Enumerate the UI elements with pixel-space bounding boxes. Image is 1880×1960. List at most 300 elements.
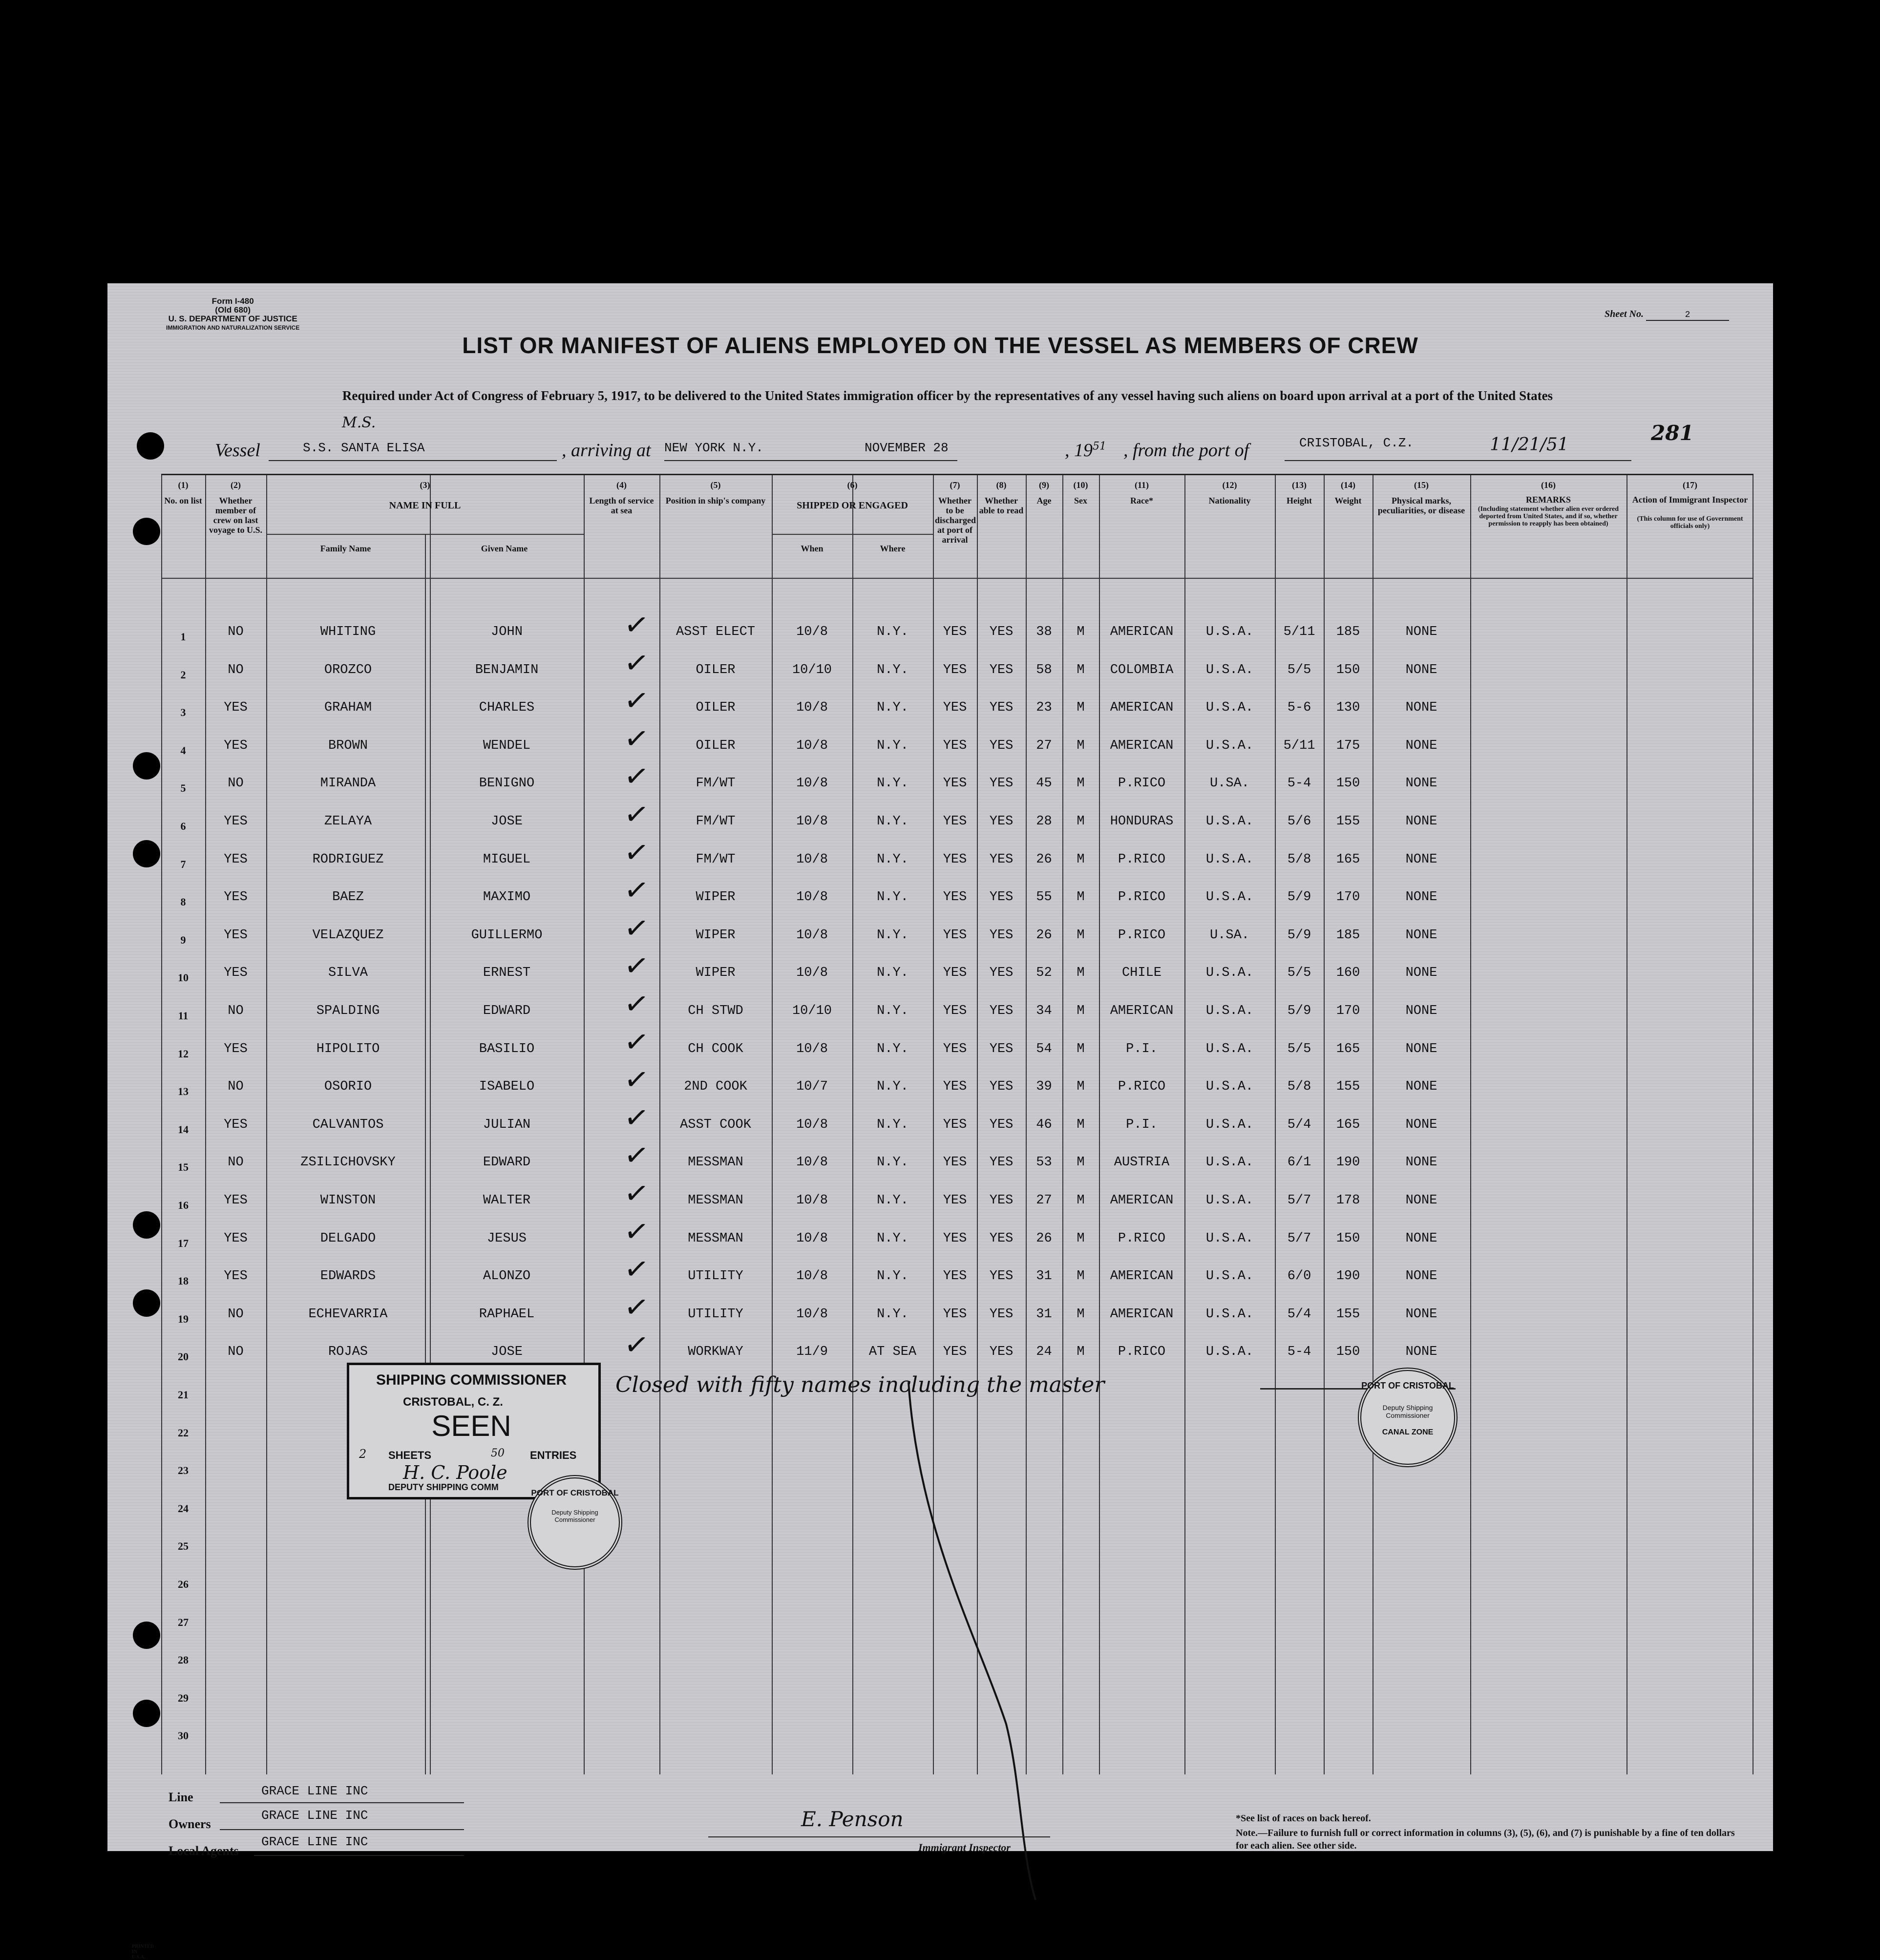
column-number: (9) xyxy=(1039,480,1049,490)
cell-marks: NONE xyxy=(1405,1155,1437,1170)
cell-given: ERNEST xyxy=(483,966,531,981)
cell-family: ZELAYA xyxy=(324,814,372,829)
cell-sex: M xyxy=(1077,1155,1085,1170)
column-number: (5) xyxy=(710,480,721,490)
row-number: 28 xyxy=(178,1654,189,1666)
column-number: (13) xyxy=(1292,480,1307,490)
cell-given: EDWARD xyxy=(483,1004,531,1018)
cell-read: YES xyxy=(989,700,1014,716)
cell-read: YES xyxy=(989,1004,1014,1018)
cell-sex: M xyxy=(1077,1117,1085,1132)
cell-discharge: YES xyxy=(943,966,967,981)
cell-discharge: YES xyxy=(943,1193,967,1208)
cell-weight: 150 xyxy=(1336,776,1360,791)
table-row xyxy=(161,1099,1753,1153)
cell-weight: 155 xyxy=(1336,1307,1360,1322)
header-rule xyxy=(161,578,1753,579)
cell-family: ROJAS xyxy=(328,1345,368,1360)
cell-weight: 190 xyxy=(1336,1155,1360,1170)
cell-marks: NONE xyxy=(1405,1117,1437,1132)
cell-weight: 150 xyxy=(1336,1231,1360,1246)
cell-age: 54 xyxy=(1036,1041,1052,1056)
cell-when: 10/8 xyxy=(796,1193,828,1208)
cell-read: YES xyxy=(989,1269,1014,1284)
cell-height: 5/11 xyxy=(1283,625,1315,639)
cell-nationality: U.S.A. xyxy=(1205,1231,1254,1246)
cell-age: 58 xyxy=(1036,662,1052,677)
stamp-entries-count: 50 xyxy=(491,1447,505,1459)
cell-marks: NONE xyxy=(1405,776,1437,791)
service-checkmark: ✓ xyxy=(622,1137,651,1175)
table-row xyxy=(161,834,1753,887)
cell-last: NO xyxy=(228,1004,244,1018)
cell-family: MIRANDA xyxy=(320,776,376,791)
cell-when: 10/10 xyxy=(792,1004,832,1018)
row-number: 18 xyxy=(178,1275,189,1287)
cell-when: 10/8 xyxy=(796,1041,828,1056)
service-checkmark: ✓ xyxy=(622,1288,651,1326)
department-name: U. S. DEPARTMENT OF JUSTICE xyxy=(168,314,297,323)
cell-weight: 165 xyxy=(1336,1041,1360,1056)
owners-value: GRACE LINE INC xyxy=(261,1808,368,1823)
cell-where: N.Y. xyxy=(877,890,908,905)
cell-where: N.Y. xyxy=(877,966,908,981)
service-checkmark: ✓ xyxy=(622,606,651,644)
cell-last: YES xyxy=(224,1041,248,1056)
cell-when: 10/8 xyxy=(796,625,828,639)
column-header-note: (This column for use of Government officials only) xyxy=(1637,515,1743,530)
cell-nationality: U.S.A. xyxy=(1205,1307,1254,1322)
cell-weight: 170 xyxy=(1336,890,1360,905)
cell-when: 10/8 xyxy=(796,890,828,905)
punch-hole xyxy=(133,840,160,867)
column-number: (2) xyxy=(231,480,241,490)
table-row xyxy=(161,1061,1753,1115)
punch-hole xyxy=(133,1622,160,1649)
cell-marks: NONE xyxy=(1405,966,1437,981)
cell-nationality: U.S.A. xyxy=(1205,1041,1254,1056)
row-number: 9 xyxy=(180,933,186,946)
cell-weight: 185 xyxy=(1336,625,1360,639)
cell-where: N.Y. xyxy=(877,1231,908,1246)
cell-discharge: YES xyxy=(943,1345,967,1360)
cell-age: 26 xyxy=(1036,1231,1052,1246)
stamp-footer: DEPUTY SHIPPING COMM xyxy=(388,1482,499,1492)
cell-family: RODRIGUEZ xyxy=(312,852,384,867)
cell-family: BROWN xyxy=(328,738,368,753)
from-port-label: , from the port of xyxy=(1123,440,1249,461)
cell-marks: NONE xyxy=(1405,852,1437,867)
cell-where: N.Y. xyxy=(877,1041,908,1056)
table-row xyxy=(161,682,1753,736)
cell-sex: M xyxy=(1077,1004,1085,1018)
cell-last: YES xyxy=(224,1117,248,1132)
row-number: 26 xyxy=(178,1578,189,1590)
cell-height: 5/5 xyxy=(1287,662,1311,677)
column-header: SHIPPED OR ENGAGED xyxy=(797,500,908,511)
cell-marks: NONE xyxy=(1405,1269,1437,1284)
cell-age: 27 xyxy=(1036,1193,1052,1208)
cell-age: 27 xyxy=(1036,738,1052,753)
row-number: 24 xyxy=(178,1502,189,1515)
stamp-sheets-label: SHEETS xyxy=(388,1449,432,1461)
line-label: Line xyxy=(169,1790,193,1804)
agents-value: GRACE LINE INC xyxy=(261,1834,368,1849)
cell-position: CH COOK xyxy=(688,1041,743,1056)
cell-discharge: YES xyxy=(943,927,967,943)
cell-family: WINSTON xyxy=(320,1193,376,1208)
cell-sex: M xyxy=(1077,890,1085,905)
cell-when: 10/7 xyxy=(796,1079,828,1095)
stamp-seen: SEEN xyxy=(431,1410,511,1442)
cell-nationality: U.S.A. xyxy=(1205,1345,1254,1360)
cell-family: GRAHAM xyxy=(324,700,372,716)
cell-height: 5-4 xyxy=(1287,1345,1311,1360)
cell-given: BENIGNO xyxy=(479,776,535,791)
cell-sex: M xyxy=(1077,662,1085,677)
cell-family: ZSILICHOVSKY xyxy=(300,1155,396,1170)
cell-weight: 170 xyxy=(1336,1004,1360,1018)
cell-race: P.I. xyxy=(1126,1041,1158,1056)
cell-nationality: U.S.A. xyxy=(1205,625,1254,639)
column-header: Nationality xyxy=(1208,496,1251,506)
cell-height: 5/8 xyxy=(1287,1079,1311,1095)
cell-discharge: YES xyxy=(943,1231,967,1246)
seal-outer-text: PORT OF CRISTOBAL xyxy=(531,1488,619,1497)
cell-race: P.RICO xyxy=(1118,852,1166,867)
cell-weight: 160 xyxy=(1336,966,1360,981)
service-name: IMMIGRATION AND NATURALIZATION SERVICE xyxy=(166,324,300,331)
row-number: 21 xyxy=(178,1389,189,1401)
from-port: CRISTOBAL, C.Z. xyxy=(1299,436,1414,450)
cell-read: YES xyxy=(989,1117,1014,1132)
cell-read: YES xyxy=(989,738,1014,753)
cell-position: FM/WT xyxy=(696,852,736,867)
cell-race: AUSTRIA xyxy=(1114,1155,1170,1170)
line-value: GRACE LINE INC xyxy=(261,1784,368,1798)
column-header: No. on list xyxy=(164,496,202,506)
cell-marks: NONE xyxy=(1405,1307,1437,1322)
table-row xyxy=(161,796,1753,849)
table-row xyxy=(161,1288,1753,1342)
table-row xyxy=(161,1137,1753,1190)
cell-age: 24 xyxy=(1036,1345,1052,1360)
cell-height: 5-6 xyxy=(1287,700,1311,716)
cell-race: COLOMBIA xyxy=(1110,662,1174,677)
cell-read: YES xyxy=(989,1079,1014,1095)
row-number: 7 xyxy=(180,858,186,870)
vessel-correction: M.S. xyxy=(342,414,376,431)
cell-discharge: YES xyxy=(943,1155,967,1170)
cell-marks: NONE xyxy=(1405,625,1437,639)
cell-marks: NONE xyxy=(1405,1345,1437,1360)
sheet-number-value: 2 xyxy=(1646,310,1729,321)
cell-when: 10/8 xyxy=(796,1117,828,1132)
port-seal xyxy=(1358,1368,1458,1467)
cell-where: N.Y. xyxy=(877,700,908,716)
cell-given: CHARLES xyxy=(479,700,535,716)
cell-position: MESSMAN xyxy=(688,1231,743,1246)
cell-last: YES xyxy=(224,1269,248,1284)
cell-sex: M xyxy=(1077,927,1085,943)
cell-when: 10/8 xyxy=(796,1231,828,1246)
cell-age: 28 xyxy=(1036,814,1052,829)
cell-marks: NONE xyxy=(1405,1231,1437,1246)
cell-position: 2ND COOK xyxy=(684,1079,747,1095)
printer-mark: PRINTED IN U.S.A. xyxy=(132,1944,154,1960)
page-number-stamp: 281 xyxy=(1651,421,1694,445)
cell-nationality: U.S.A. xyxy=(1205,1269,1254,1284)
row-number: 25 xyxy=(178,1540,189,1553)
cell-race: CHILE xyxy=(1121,966,1162,981)
cell-read: YES xyxy=(989,662,1014,677)
service-checkmark: ✓ xyxy=(622,1251,651,1288)
cell-position: OILER xyxy=(696,662,736,677)
cell-position: FM/WT xyxy=(696,814,736,829)
page-title: LIST OR MANIFEST OF ALIENS EMPLOYED ON THE VESSEL AS MEMBERS OF CREW xyxy=(462,333,1418,358)
service-checkmark: ✓ xyxy=(622,796,651,834)
cell-height: 5/9 xyxy=(1287,1004,1311,1018)
cell-sex: M xyxy=(1077,625,1085,639)
cell-last: NO xyxy=(228,1345,244,1360)
year-prefix: , $19^{51}$ xyxy=(1065,440,1106,461)
cell-last: YES xyxy=(224,814,248,829)
stamp-signature: H. C. Poole xyxy=(403,1462,507,1483)
service-checkmark: ✓ xyxy=(622,834,651,871)
cell-race: P.I. xyxy=(1126,1117,1158,1132)
service-checkmark: ✓ xyxy=(622,758,651,796)
row-number: 10 xyxy=(178,971,189,984)
cell-weight: 190 xyxy=(1336,1269,1360,1284)
cell-marks: NONE xyxy=(1405,662,1437,677)
row-number: 19 xyxy=(178,1312,189,1325)
cell-given: WENDEL xyxy=(483,738,531,753)
cell-read: YES xyxy=(989,890,1014,905)
row-number: 1 xyxy=(180,631,186,643)
cell-last: YES xyxy=(224,738,248,753)
cell-nationality: U.S.A. xyxy=(1205,966,1254,981)
row-number: 4 xyxy=(180,744,186,757)
cell-discharge: YES xyxy=(943,700,967,716)
row-number: 6 xyxy=(180,820,186,832)
cell-sex: M xyxy=(1077,776,1085,791)
column-number: (15) xyxy=(1414,480,1429,490)
cell-race: AMERICAN xyxy=(1110,1004,1174,1018)
cell-height: 5/7 xyxy=(1287,1193,1311,1208)
cell-when: 10/8 xyxy=(796,1269,828,1284)
service-checkmark: ✓ xyxy=(622,909,651,947)
cell-read: YES xyxy=(989,1345,1014,1360)
service-checkmark: ✓ xyxy=(622,1099,651,1137)
cell-age: 53 xyxy=(1036,1155,1052,1170)
cell-age: 31 xyxy=(1036,1307,1052,1322)
row-number: 15 xyxy=(178,1161,189,1174)
penalty-note: Note.—Failure to furnish full or correct information in columns (3), (5), (6), and (7) is punishable by a fine of ten dollars for each alien. See other side. xyxy=(1236,1828,1735,1851)
cell-race: AMERICAN xyxy=(1110,738,1174,753)
cell-discharge: YES xyxy=(943,1269,967,1284)
cell-when: 10/8 xyxy=(796,776,828,791)
punch-hole xyxy=(133,518,160,545)
table-row xyxy=(161,948,1753,1001)
cell-height: 5/7 xyxy=(1287,1231,1311,1246)
cell-marks: NONE xyxy=(1405,738,1437,753)
cell-position: OILER xyxy=(696,738,736,753)
cell-weight: 130 xyxy=(1336,700,1360,716)
seal-bottom-text: CANAL ZONE xyxy=(1382,1428,1434,1436)
stamp-sheets-count: 2 xyxy=(359,1447,367,1461)
cell-given: BENJAMIN xyxy=(475,662,539,677)
cell-when: 10/8 xyxy=(796,1307,828,1322)
column-header: Weight xyxy=(1334,496,1362,506)
cell-read: YES xyxy=(989,1307,1014,1322)
owners-label: Owners xyxy=(169,1817,211,1831)
cell-sex: M xyxy=(1077,1307,1085,1322)
cell-nationality: U.S.A. xyxy=(1205,662,1254,677)
cell-last: NO xyxy=(228,625,244,639)
cell-where: N.Y. xyxy=(877,1307,908,1322)
cell-position: FM/WT xyxy=(696,776,736,791)
arriving-label: , arriving at xyxy=(562,440,651,461)
row-number: 14 xyxy=(178,1123,189,1136)
column-header: Length of service at sea xyxy=(589,496,654,515)
cell-read: YES xyxy=(989,776,1014,791)
cell-where: AT SEA xyxy=(868,1345,917,1360)
cell-sex: M xyxy=(1077,852,1085,867)
table-row xyxy=(161,758,1753,811)
cell-age: 23 xyxy=(1036,700,1052,716)
cell-race: AMERICAN xyxy=(1110,625,1174,639)
cell-last: YES xyxy=(224,927,248,943)
column-header: Position in ship's company xyxy=(665,496,766,506)
cell-family: WHITING xyxy=(320,625,376,639)
cell-marks: NONE xyxy=(1405,1041,1437,1056)
cell-nationality: U.S.A. xyxy=(1205,814,1254,829)
table-row xyxy=(161,644,1753,698)
cell-where: N.Y. xyxy=(877,1269,908,1284)
cell-marks: NONE xyxy=(1405,814,1437,829)
cell-race: P.RICO xyxy=(1118,927,1166,943)
cell-when: 11/9 xyxy=(796,1345,828,1360)
cell-where: N.Y. xyxy=(877,1193,908,1208)
cell-height: 5/9 xyxy=(1287,890,1311,905)
cell-position: ASST COOK xyxy=(680,1117,751,1132)
cell-family: ECHEVARRIA xyxy=(308,1307,388,1322)
column-header: Whether member of crew on last voyage to U.S. xyxy=(209,496,262,535)
cell-race: P.RICO xyxy=(1118,1231,1166,1246)
table-row xyxy=(161,606,1753,660)
punch-hole xyxy=(137,432,164,460)
cell-weight: 165 xyxy=(1336,1117,1360,1132)
cell-discharge: YES xyxy=(943,890,967,905)
cell-discharge: YES xyxy=(943,738,967,753)
column-number: (7) xyxy=(950,480,960,490)
column-header-note: (Including statement whether alien ever ordered deported from United States, and if so, whether permission to reapply has been obtained) xyxy=(1478,506,1619,527)
column-number: (17) xyxy=(1683,480,1697,490)
page-subtitle: Required under Act of Congress of February 5, 1917, to be delivered to the United States immigration officer by the representatives of any vessel having such aliens on board upon arrival at a port of the United States xyxy=(342,388,1553,403)
cell-read: YES xyxy=(989,852,1014,867)
cell-given: JOSE xyxy=(491,814,523,829)
year-suffix: 51 xyxy=(1093,440,1106,453)
cell-weight: 150 xyxy=(1336,662,1360,677)
cell-age: 39 xyxy=(1036,1079,1052,1095)
punch-hole xyxy=(133,752,160,780)
cell-height: 5/8 xyxy=(1287,852,1311,867)
cell-given: GUILLERMO xyxy=(471,927,543,943)
stamp-entries-label: ENTRIES xyxy=(530,1449,577,1461)
cell-height: 5/9 xyxy=(1287,927,1311,943)
cell-given: BASILIO xyxy=(479,1041,535,1056)
cell-discharge: YES xyxy=(943,662,967,677)
column-number: (8) xyxy=(996,480,1007,490)
column-number: (14) xyxy=(1341,480,1355,490)
cell-read: YES xyxy=(989,966,1014,981)
seal-inner-text: Deputy Shipping Commissioner xyxy=(1382,1404,1433,1419)
cell-age: 46 xyxy=(1036,1117,1052,1132)
cell-where: N.Y. xyxy=(877,625,908,639)
cell-family: DELGADO xyxy=(320,1231,376,1246)
column-header: Race* xyxy=(1130,496,1153,506)
form-old-number: (Old 680) xyxy=(215,305,251,315)
cell-marks: NONE xyxy=(1405,927,1437,943)
cell-sex: M xyxy=(1077,1269,1085,1284)
cell-sex: M xyxy=(1077,814,1085,829)
row-number: 29 xyxy=(178,1691,189,1704)
cell-discharge: YES xyxy=(943,1079,967,1095)
cell-given: JOSE xyxy=(491,1345,523,1360)
cell-age: 52 xyxy=(1036,966,1052,981)
table-row xyxy=(161,909,1753,963)
cell-family: SPALDING xyxy=(316,1004,380,1018)
cell-discharge: YES xyxy=(943,1041,967,1056)
cell-when: 10/8 xyxy=(796,700,828,716)
closing-note: Closed with fifty names including the master xyxy=(615,1372,1105,1397)
cell-last: YES xyxy=(224,1231,248,1246)
cell-where: N.Y. xyxy=(877,738,908,753)
stamp-title: SHIPPING COMMISSIONER xyxy=(376,1372,567,1388)
cell-weight: 165 xyxy=(1336,852,1360,867)
cell-given: MAXIMO xyxy=(483,890,531,905)
row-number: 22 xyxy=(178,1426,189,1439)
cell-read: YES xyxy=(989,1155,1014,1170)
cell-position: WORKWAY xyxy=(688,1345,743,1360)
cell-sex: M xyxy=(1077,1079,1085,1095)
cell-position: WIPER xyxy=(696,890,736,905)
sheet-number-field xyxy=(1605,309,1729,321)
cell-read: YES xyxy=(989,1193,1014,1208)
cell-last: NO xyxy=(228,1307,244,1322)
cell-height: 5/5 xyxy=(1287,1041,1311,1056)
agents-label: Local Agents xyxy=(169,1844,239,1858)
cell-age: 38 xyxy=(1036,625,1052,639)
cell-when: 10/8 xyxy=(796,852,828,867)
service-checkmark: ✓ xyxy=(622,644,651,682)
table-row xyxy=(161,1213,1753,1266)
cell-discharge: YES xyxy=(943,1004,967,1018)
cell-race: P.RICO xyxy=(1118,1345,1166,1360)
cell-position: MESSMAN xyxy=(688,1155,743,1170)
cell-last: YES xyxy=(224,966,248,981)
cell-age: 26 xyxy=(1036,852,1052,867)
cell-last: NO xyxy=(228,1155,244,1170)
cell-read: YES xyxy=(989,1231,1014,1246)
cell-sex: M xyxy=(1077,966,1085,981)
cell-sex: M xyxy=(1077,1231,1085,1246)
row-number: 30 xyxy=(178,1729,189,1742)
column-number: (16) xyxy=(1541,480,1556,490)
row-number: 12 xyxy=(178,1047,189,1060)
cell-position: OILER xyxy=(696,700,736,716)
cell-weight: 185 xyxy=(1336,927,1360,943)
